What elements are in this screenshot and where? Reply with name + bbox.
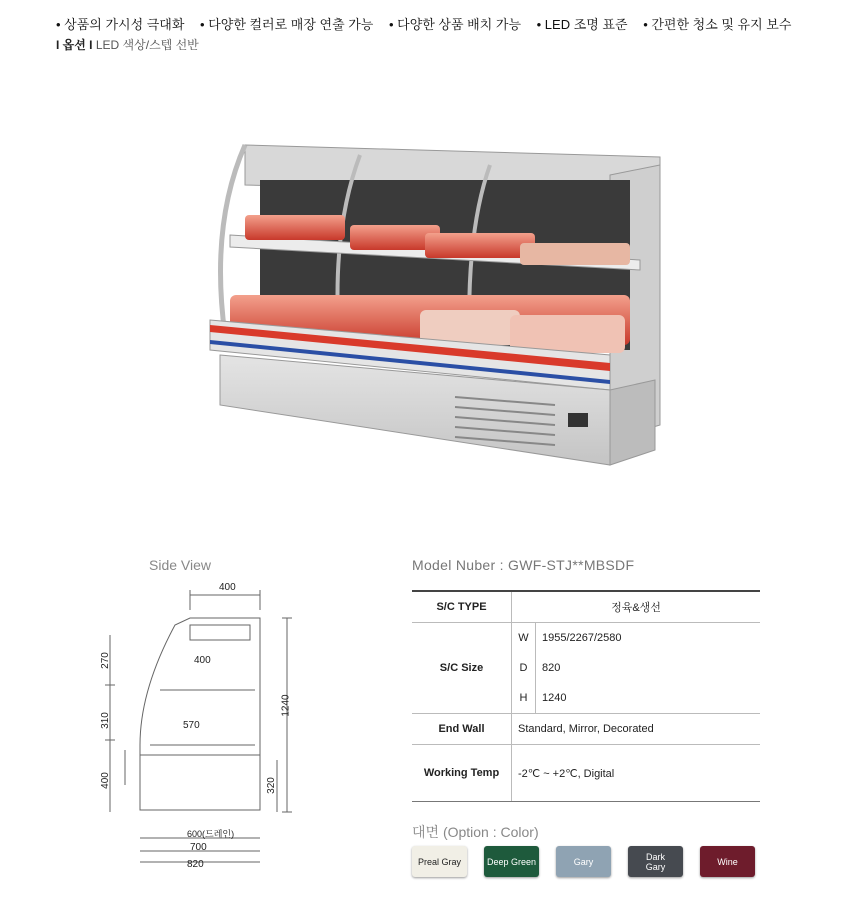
w-value: 1955/2267/2580 — [536, 623, 761, 654]
model-number: Model Nuber : GWF-STJ**MBSDF — [412, 557, 635, 573]
dim-shelf-lower: 570 — [183, 720, 200, 731]
dim-shelf-upper: 400 — [194, 655, 211, 666]
dim-h-mid: 310 — [99, 712, 111, 729]
end-wall-label: End Wall — [412, 714, 512, 745]
feature-item: • 상품의 가시성 극대화 — [56, 17, 185, 32]
option-prefix: I 옵션 I — [56, 38, 93, 52]
option-text: LED 색상/스텝 선반 — [95, 38, 199, 52]
dim-700: 700 — [190, 842, 207, 853]
color-swatch[interactable]: Gary — [556, 846, 611, 877]
product-photo — [200, 135, 670, 470]
dim-drain: 600(드레인) — [187, 829, 235, 839]
working-temp-label: Working Temp — [412, 745, 512, 802]
dim-base-height: 320 — [265, 777, 277, 794]
h-label: H — [512, 683, 536, 714]
table-row — [412, 591, 760, 623]
end-wall-value: Standard, Mirror, Decorated — [512, 714, 761, 745]
color-option-title: 대면 (Option : Color) — [412, 824, 539, 840]
table-row — [412, 714, 760, 745]
side-view-drawing — [95, 580, 305, 880]
color-swatch[interactable]: Preal Gray — [412, 846, 467, 877]
color-swatch[interactable]: Wine — [700, 846, 755, 877]
working-temp-value: -2℃ ~ +2℃, Digital — [512, 745, 761, 802]
side-view-title: Side View — [149, 557, 212, 573]
sc-type-label: S/C TYPE — [412, 591, 512, 623]
feature-list — [56, 14, 803, 33]
feature-item: • LED 조명 표준 — [536, 17, 628, 32]
table-row — [412, 623, 760, 654]
color-swatch[interactable]: Deep Green — [484, 846, 539, 877]
sc-type-value: 정육&생선 — [512, 591, 761, 623]
table-row — [412, 745, 760, 802]
dim-h-upper: 270 — [99, 652, 111, 669]
d-label: D — [512, 653, 536, 683]
feature-item: • 다양한 컬러로 매장 연출 가능 — [200, 17, 374, 32]
feature-item: • 다양한 상품 배치 가능 — [388, 17, 522, 32]
color-swatches — [412, 846, 755, 877]
spec-table — [412, 590, 760, 802]
dim-820: 820 — [187, 859, 204, 870]
h-value: 1240 — [542, 692, 567, 704]
color-swatch[interactable]: Dark Gary — [628, 846, 683, 877]
dim-h-lower: 400 — [99, 772, 111, 789]
option-line — [56, 36, 199, 53]
feature-item: • 간편한 청소 및 유지 보수 — [643, 17, 792, 32]
w-label: W — [512, 623, 536, 654]
d-value: 820 — [542, 662, 561, 674]
dim-top-width: 400 — [219, 582, 236, 593]
dim-total-height: 1240 — [280, 694, 292, 717]
sc-size-label: S/C Size — [412, 623, 512, 714]
